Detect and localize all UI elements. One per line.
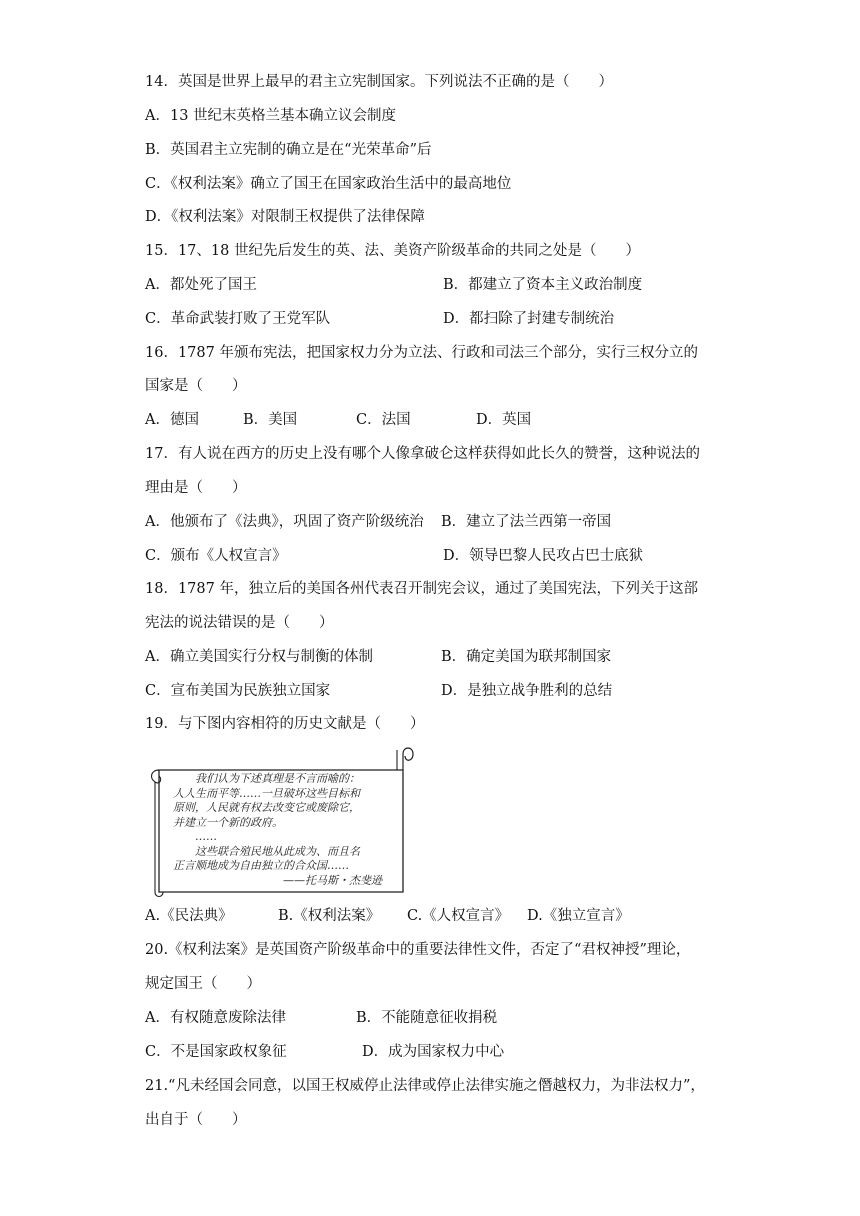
q21-stem-line2: 出自于（ ） (145, 1112, 247, 1128)
q17-option-b[interactable]: B．建立了法兰西第一帝国 (441, 514, 612, 530)
q15-option-d[interactable]: D．都扫除了封建专制统治 (443, 311, 615, 327)
q14-option-a[interactable]: A．13 世纪末英格兰基本确立议会制度 (145, 108, 397, 124)
q14-stem: 14．英国是世界上最早的君主立宪制国家。下列说法不正确的是（ ） (145, 74, 613, 90)
q20-stem-line1: 20.《权利法案》是英国资产阶级革命中的重要法律性文件，否定了“君权神授”理论， (145, 942, 691, 958)
quote-line-5: …… (195, 830, 217, 843)
q16-option-d[interactable]: D．英国 (476, 412, 532, 428)
q15-option-c[interactable]: C．革命武装打败了王党军队 (145, 311, 331, 327)
q20-option-c[interactable]: C．不是国家政权象征 (145, 1044, 287, 1060)
quote-line-2: 人人生而平等……一旦破坏这些目标和 (173, 786, 360, 800)
q17-stem-line1: 17．有人说在西方的历史上没有哪个人像拿破仑这样获得如此长久的赞誉，这种说法的 (145, 446, 700, 462)
q15-option-b[interactable]: B．都建立了资本主义政治制度 (443, 277, 643, 293)
quote-line-7: 正言顺地成为自由独立的合众国…… (173, 859, 349, 872)
q15-stem: 15．17、18 世纪先后发生的英、法、美资产阶级革命的共同之处是（ ） (145, 243, 640, 259)
scroll-quote (173, 772, 382, 888)
q17-option-a[interactable]: A．他颁布了《法典》，巩固了资产阶级统治 (145, 514, 424, 530)
q14-option-c[interactable]: C．《权利法案》确立了国王在国家政治生活中的最高地位 (145, 176, 512, 192)
q19-option-c[interactable]: C.《人权宣言》 (407, 908, 510, 924)
q20-option-d[interactable]: D．成为国家权力中心 (362, 1044, 505, 1060)
q14-option-d[interactable]: D．《权利法案》对限制王权提供了法律保障 (145, 209, 425, 225)
q17-stem-line2: 理由是（ ） (145, 480, 247, 496)
quote-line-3: 原则，人民就有权去改变它或废除它， (173, 801, 360, 814)
q18-stem-line2: 宪法的说法错误的是（ ） (145, 615, 334, 631)
q20-stem-line2: 规定国王（ ） (145, 976, 261, 992)
q19-stem: 19．与下图内容相符的历史文献是（ ） (145, 716, 425, 732)
q14-option-b[interactable]: B．英国君主立宪制的确立是在“光荣革命”后 (145, 142, 432, 158)
q18-option-a[interactable]: A．确立美国实行分权与制衡的体制 (145, 649, 373, 665)
q17-option-d[interactable]: D．领导巴黎人民攻占巴士底狱 (443, 548, 644, 564)
q16-stem-line1: 16．1787 年颁布宪法，把国家权力分为立法、行政和司法三个部分，实行三权分立的 (145, 345, 698, 361)
q19-option-d[interactable]: D.《独立宣言》 (527, 908, 630, 924)
q16-option-a[interactable]: A．德国 (145, 412, 199, 428)
q18-option-b[interactable]: B．确定美国为联邦制国家 (441, 649, 612, 665)
quote-attribution: ——托马斯・杰斐逊 (283, 873, 382, 887)
quote-line-4: 并建立一个新的政府。 (173, 815, 283, 829)
q19-option-b[interactable]: B.《权利法案》 (278, 908, 381, 924)
q18-option-d[interactable]: D．是独立战争胜利的总结 (441, 683, 613, 699)
quote-line-1: 我们认为下述真理是不言而喻的： (195, 772, 360, 785)
q16-option-c[interactable]: C．法国 (356, 412, 411, 428)
quote-line-6: 这些联合殖民地从此成为、而且名 (195, 844, 360, 858)
q18-stem-line1: 18．1787 年，独立后的美国各州代表召开制宪会议，通过了美国宪法，下列关于这部 (145, 581, 698, 597)
q20-option-b[interactable]: B．不能随意征收捐税 (356, 1010, 498, 1026)
q16-option-b[interactable]: B．美国 (243, 412, 298, 428)
q19-option-a[interactable]: A.《民法典》 (145, 908, 233, 924)
q18-option-c[interactable]: C．宣布美国为民族独立国家 (145, 683, 331, 699)
q16-stem-line2: 国家是（ ） (145, 378, 247, 394)
q17-option-c[interactable]: C．颁布《人权宣言》 (145, 548, 287, 564)
q20-option-a[interactable]: A．有权随意废除法律 (145, 1010, 286, 1026)
q21-stem-line1: 21.“凡未经国会同意，以国王权威停止法律或停止法律实施之僭越权力，为非法权力”， (145, 1078, 705, 1094)
q19-scroll-figure (145, 742, 415, 898)
q15-option-a[interactable]: A．都处死了国王 (145, 277, 257, 293)
